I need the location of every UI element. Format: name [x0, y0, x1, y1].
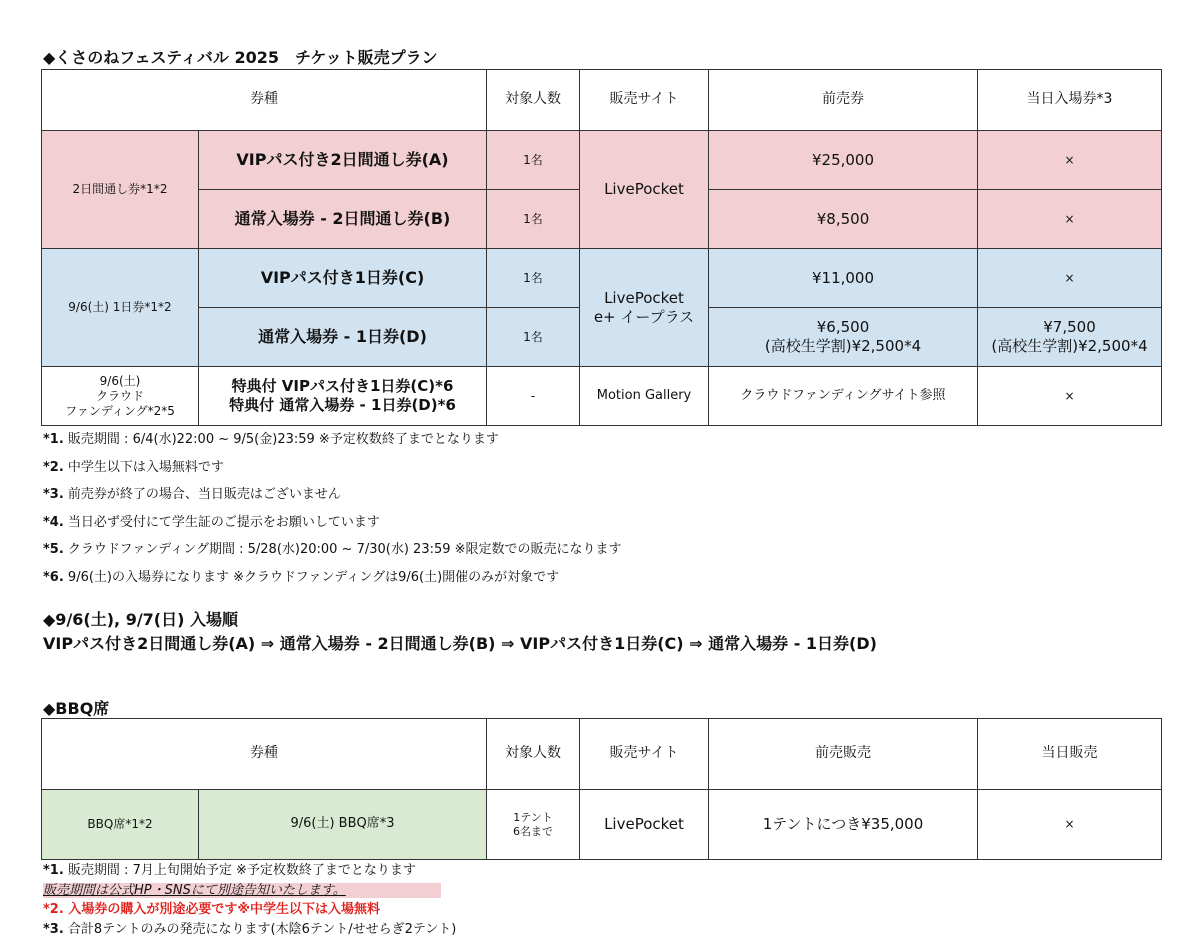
ticket-count-cf: -	[487, 367, 580, 426]
ticket-name-b: 通常入場券 - 2日間通し券(B)	[199, 190, 487, 249]
bbq-presale: 1テントにつき¥35,000	[709, 790, 978, 860]
bbq-notes	[43, 861, 456, 939]
ticket-notes	[43, 426, 622, 592]
entry-order-text: VIPパス付き2日間通し券(A) ⇒ 通常入場券 - 2日間通し券(B) ⇒ VIPパス付き1日券(C) ⇒ 通常入場券 - 1日券(D)	[43, 634, 877, 653]
bbq-note-1: *1. 販売期間 : 7月上旬開始予定 ※予定枚数終了までとなります	[43, 863, 416, 878]
ticket-name-c: VIPパス付き1日券(C)	[199, 249, 487, 308]
sales-site-1day	[580, 249, 709, 367]
header-presale: 前売券	[709, 70, 978, 131]
bbq-ticket-name: 9/6(土) BBQ席*3	[199, 790, 487, 860]
sales-site-eplus: e+ イープラス	[593, 307, 695, 326]
bbq-note-2: *2. 入場券の購入が別途必要です※中学生以下は入場無料	[43, 902, 380, 917]
presale-price-b: ¥8,500	[709, 190, 978, 249]
bbq-count-line1: 1テント	[513, 810, 553, 824]
ticket-table	[41, 69, 1162, 426]
group-crowdfunding	[42, 367, 199, 426]
note-line: *6. 9/6(土)の入場券になります ※クラウドファンディングは9/6(土)開催のみが対象です	[43, 569, 560, 585]
ticket-name-a: VIPパス付き2日間通し券(A)	[199, 131, 487, 190]
door-price-a: ×	[978, 131, 1162, 190]
note-line: *4. 当日必ず受付にて学生証のご提示をお願いしています	[43, 514, 380, 530]
presale-price-a: ¥25,000	[709, 131, 978, 190]
bbq-group: BBQ席*1*2	[42, 790, 199, 860]
group-2day-pass: 2日間通し券*1*2	[42, 131, 199, 249]
bbq-note-highlight: 販売期間は公式HP・SNSにて別途告知いたします。	[43, 883, 441, 898]
entry-order-title: ◆9/6(土), 9/7(日) 入場順	[43, 610, 238, 629]
header-site: 販売サイト	[580, 70, 709, 131]
door-price-d-main: ¥7,500	[1043, 318, 1096, 337]
bbq-header-door: 当日販売	[978, 719, 1162, 790]
ticket-count-c: 1名	[487, 249, 580, 308]
door-price-d	[978, 308, 1162, 367]
sales-site-livepocket: LivePocket	[604, 288, 684, 307]
ticket-count-a: 1名	[487, 131, 580, 190]
note-line: *2. 中学生以下は入場無料です	[43, 459, 224, 475]
bbq-header-count: 対象人数	[487, 719, 580, 790]
bbq-count	[487, 790, 580, 860]
entry-order	[43, 608, 877, 656]
sales-site-2day: LivePocket	[580, 131, 709, 249]
bbq-note-3: *3. 合計8テントのみの発売になります(木陰6テント/せせらぎ2テント)	[43, 921, 457, 937]
door-price-c: ×	[978, 249, 1162, 308]
presale-price-d-student: (高校生学割)¥2,500*4	[764, 337, 922, 355]
header-ticket-type: 券種	[42, 70, 487, 131]
note-line: *3. 前売券が終了の場合、当日販売はございません	[43, 487, 341, 503]
ticket-count-d: 1名	[487, 308, 580, 367]
door-price-d-student: (高校生学割)¥2,500*4	[991, 337, 1148, 355]
sales-site-cf: Motion Gallery	[580, 367, 709, 426]
bbq-header-presale: 前売販売	[709, 719, 978, 790]
presale-price-c: ¥11,000	[709, 249, 978, 308]
note-line: *1. 販売期間 : 6/4(水)22:00 ~ 9/5(金)23:59 ※予定枚数終了までとなります	[43, 432, 499, 447]
bbq-note-1b	[43, 881, 456, 901]
header-count: 対象人数	[487, 70, 580, 131]
ticket-name-cf-regular: 特典付 通常入場券 - 1日券(D)*6	[229, 396, 456, 414]
presale-price-d-main: ¥6,500	[816, 318, 870, 337]
ticket-count-b: 1名	[487, 190, 580, 249]
presale-cf: クラウドファンディングサイト参照	[709, 367, 978, 426]
group-cf-line1: 9/6(土)	[99, 373, 141, 388]
presale-price-d	[709, 308, 978, 367]
door-price-b: ×	[978, 190, 1162, 249]
bbq-site: LivePocket	[580, 790, 709, 860]
bbq-header-site: 販売サイト	[580, 719, 709, 790]
bbq-header-ticket-type: 券種	[42, 719, 487, 790]
section-title-bbq: ◆BBQ席	[43, 699, 110, 718]
bbq-door: ×	[978, 790, 1162, 860]
ticket-name-cf	[199, 367, 487, 426]
group-cf-line2: クラウド	[95, 388, 144, 403]
bbq-count-line2: 6名まで	[513, 824, 553, 838]
ticket-name-d: 通常入場券 - 1日券(D)	[199, 308, 487, 367]
bbq-table	[41, 718, 1162, 860]
group-cf-line3: ファンディング*2*5	[65, 403, 175, 418]
header-door: 当日入場券*3	[978, 70, 1162, 131]
ticket-name-cf-vip: 特典付 VIPパス付き1日券(C)*6	[231, 377, 454, 396]
group-1day: 9/6(土) 1日券*1*2	[42, 249, 199, 367]
section-title-tickets: ◆くさのねフェスティバル 2025 チケット販売プラン	[43, 48, 438, 67]
door-cf: ×	[978, 367, 1162, 426]
note-line: *5. クラウドファンディング期間 : 5/28(水)20:00 ~ 7/30(水) 23:59 ※限定数での販売になります	[43, 542, 622, 558]
